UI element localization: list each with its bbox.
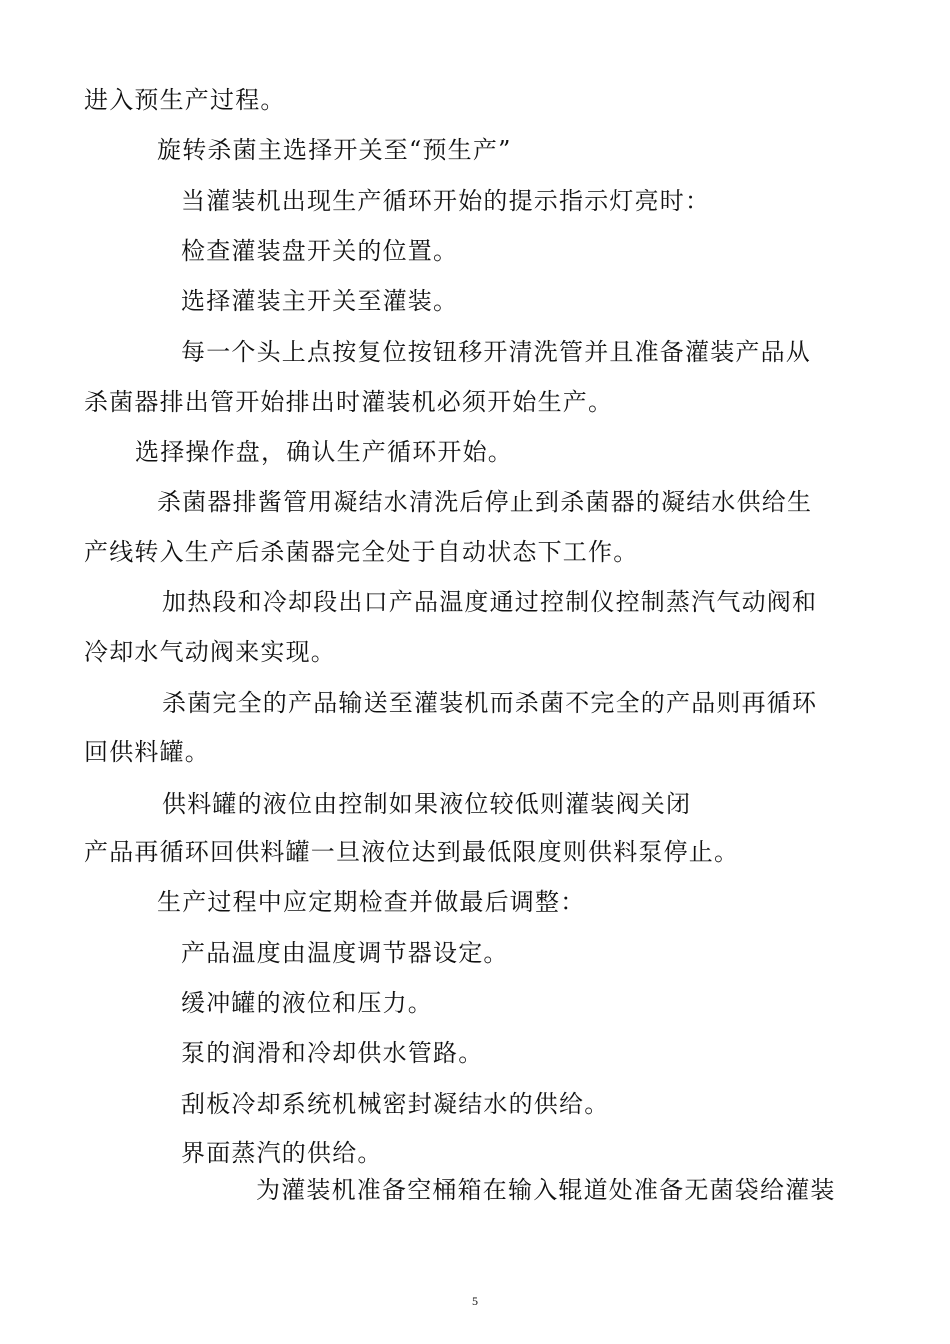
- text-line: 产品再循环回供料罐一旦液位达到最低限度则供料泵停止。: [84, 838, 740, 866]
- text-line: 刮板冷却系统机械密封凝结水的供给。: [181, 1090, 610, 1118]
- text-line: 回供料罐。: [84, 738, 210, 766]
- text-line: 选择操作盘，确认生产循环开始。: [135, 438, 513, 466]
- text-line: 杀菌器排酱管用凝结水清洗后停止到杀菌器的凝结水供给生: [157, 488, 813, 516]
- text-line: 产品温度由温度调节器设定。: [181, 939, 509, 967]
- text-line: 当灌装机出现生产循环开始的提示指示灯亮时：: [181, 187, 711, 215]
- text-line: 冷却水气动阀来实现。: [84, 638, 336, 666]
- text-line: 供料罐的液位由控制如果液位较低则灌装阀关闭: [162, 790, 692, 818]
- text-line: 旋转杀菌主选择开关至“预生产”: [157, 136, 512, 164]
- text-line: 缓冲罐的液位和压力。: [181, 989, 433, 1017]
- page-number: 5: [472, 1294, 478, 1308]
- text-line: 杀菌器排出管开始排出时灌装机必须开始生产。: [84, 388, 614, 416]
- text-line: 产线转入生产后杀菌器完全处于自动状态下工作。: [84, 538, 639, 566]
- text-line: 界面蒸汽的供给。: [181, 1139, 383, 1167]
- text-line: 生产过程中应定期检查并做最后调整：: [157, 888, 586, 916]
- text-line: 杀菌完全的产品输送至灌装机而杀菌不完全的产品则再循环: [162, 689, 818, 717]
- text-line: 选择灌装主开关至灌装。: [181, 287, 459, 315]
- text-line: 每一个头上点按复位按钮移开清洗管并且准备灌装产品从: [181, 338, 811, 366]
- text-line: 泵的润滑和冷却供水管路。: [181, 1039, 484, 1067]
- text-line: 加热段和冷却段出口产品温度通过控制仪控制蒸汽气动阀和: [162, 588, 818, 616]
- text-line: 进入预生产过程。: [84, 86, 286, 114]
- text-line: 检查灌装盘开关的位置。: [181, 237, 459, 265]
- text-line: 为灌装机准备空桶箱在输入辊道处准备无菌袋给灌装: [256, 1176, 836, 1204]
